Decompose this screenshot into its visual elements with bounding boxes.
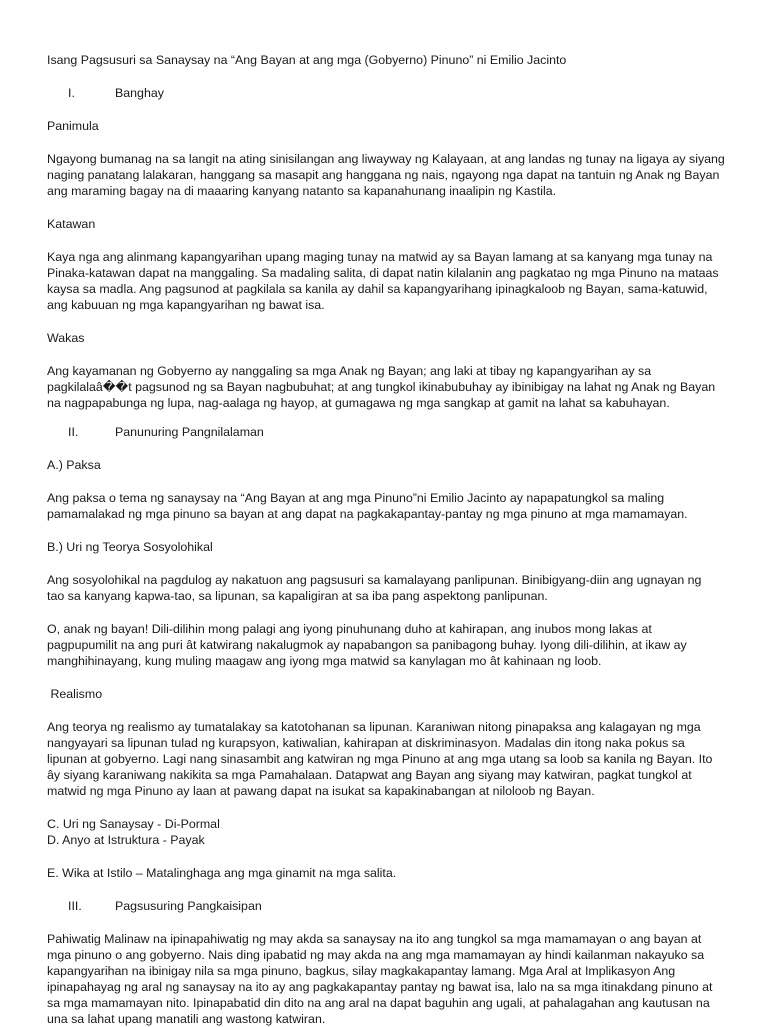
uri-ng-sanaysay: C. Uri ng Sanaysay - Di-Pormal — [47, 817, 220, 831]
section-heading-2 — [47, 424, 737, 440]
pangkaisipan-line: kapangyarihan na ibinigay nila sa mga pinuno, bagkus, silay magkakapantay lamang. Mga Aral at Implikasyon Ang — [47, 964, 676, 978]
teorya-line: Ang sosyolohikal na pagdulog ay nakatuon ang pagsusuri sa kamalayang panlipunan. Binibigyang-diin ang ugnayan ng — [47, 573, 702, 587]
pangkaisipan-line: Pahiwatig Malinaw na ipinapahiwatig ng may akda sa sanaysay na ito ang tungkol sa mga mamamayan o ang bayan at — [47, 932, 702, 946]
panimula-line: ang maraming bagay na di maaaring kanyang natanto sa kapanahunang inaalipin ng Kastila. — [47, 184, 557, 198]
katawan-line: Kaya nga ang alinmang kapangyarihan upang maging tunay na matwid ay sa Bayan lamang at sa kanyang mga tunay na — [47, 250, 713, 264]
wakas-line: na nagpapabunga ng lupa, nag-aalaga ng hayop, at gumagawa ng mga sangkap at gamit na lahat sa kabuhayan. — [47, 396, 670, 410]
quote-line: O, anak ng bayan! Dili-dilihin mong palagi ang iyong pinuhunang duho at kahirapan, ang inubos mong lakas at — [47, 622, 652, 636]
realismo-line: Ang teorya ng realismo ay tumatalakay sa katotohanan sa lipunan. Karaniwan nitong pinapaksa ang kalagayan ng mga — [47, 720, 701, 734]
wakas-line: pagkilalaâ��t pagsunod ng sa Bayan nagbubuhat; at ang tungkol ikinabubuhay ay ibinibigay na lahat ng Anak ng Bayan — [47, 380, 716, 394]
section-title: Pagsusuring Pangkaisipan — [115, 899, 262, 913]
section-number: II. — [68, 425, 79, 439]
section-title: Panunuring Pangnilalaman — [115, 425, 264, 439]
section-number: I. — [68, 86, 75, 100]
katawan-line: kaysa sa madla. Ang pagsunod at pagkilala sa kanila ay dahil sa kapangyarihang ipinagkaloob ng Bayan, sama-katuwid, — [47, 282, 708, 296]
section-number: III. — [68, 899, 82, 913]
pangkaisipan-line: mga pinuno o ang gobyerno. Nais ding ipabatid ng may akda na ang mga mamamayan ay hindi kailanman nakayuko sa — [47, 948, 705, 962]
panimula-line: Ngayong bumanag na sa langit na ating sinisilangan ang liwayway ng Kalayaan, at ang landas ng tunay na ligaya ay siyang — [47, 152, 725, 166]
paksa-line: Ang paksa o tema ng sanaysay na “Ang Bayan at ang mga Pinuno”ni Emilio Jacinto ay napapatungkol sa maling — [47, 491, 665, 505]
panimula-line: naging panatang lalakaran, hanggang sa masapit ang hangganа ng nais, ngayong nga dapat na tantuin ng Anak ng Bayan — [47, 168, 720, 182]
teorya-label: B.) Uri ng Teorya Sosyolohikal — [47, 540, 213, 554]
section-title: Banghay — [115, 86, 164, 100]
realismo-line: matwid ng mga Pinuno ay laan at pawang dapat na isukat sa kapakinabangan at niloloob ng Bayan. — [47, 784, 595, 798]
quote-line: manghihinayang, kung muling maagaw ang iyong mga matwid sa kanylagan mo ât kahinaan ng loob. — [47, 654, 602, 668]
section-heading-1 — [47, 85, 737, 101]
pangkaisipan-line: sa mga mamamayan nito. Ipinapabatid din dito na ang aral na dapat baguhin ang ugali, at pahalagahan ang kautusan na — [47, 996, 710, 1010]
quote-line: pagpupumilit na ang puri ât katwirang nakalugmok ay napabangon sa panibagong buhay. Iyong dili-dilihin, at ikaw ay — [47, 638, 687, 652]
anyo-at-istruktura: D. Anyo at Istruktura - Payak — [47, 833, 205, 847]
document-title: Isang Pagsusuri sa Sanaysay na “Ang Bayan at ang mga (Gobyerno) Pinuno” ni Emilio Jacinto — [47, 53, 567, 67]
wika-at-istilo: E. Wika at Istilo – Matalinghaga ang mga ginamit na mga salita. — [47, 866, 397, 880]
realismo-label: Realismo — [47, 687, 103, 701]
paksa-label: A.) Paksa — [47, 458, 101, 472]
teorya-line: tao sa kanyang kapwa-tao, sa lipunan, sa kapaligiran at sa iba pang aspektong panlipunan. — [47, 589, 548, 603]
realismo-line: ây siyang karaniwang nakikita sa mga Pamahalaan. Datapwat ang Bayan ang siyang may katwiran, pagkat tungkol at — [47, 768, 692, 782]
wakas-label: Wakas — [47, 331, 85, 345]
pangkaisipan-line: una sa lahat upang manatili ang wastong katwiran. — [47, 1012, 326, 1026]
paksa-line: pamamalakad ng mga pinuno sa bayan at ang dapat na pagkakapantay-pantay ng mga pinuno at mga mamamayan. — [47, 507, 688, 521]
section-heading-3 — [47, 898, 737, 914]
katawan-line: Pinaka-katawan dapat na manggaling. Sa madaling salita, di dapat natin kilalanin ang pagkatao ng mga Pinuno na mataas — [47, 266, 719, 280]
realismo-line: lipunan at gobyerno. Lagi nang sinasambit ang katwiran ng mga Pinuno at ang mga utang sa loob sa kanila ng Bayan. Ito — [47, 752, 713, 766]
katawan-line: ang kabuuan ng mga kapangyarihan ng bawat isa. — [47, 298, 325, 312]
pangkaisipan-line: ipinapahayag ng aral ng sanaysay na ito ay ang pagkakapantay pantay ng bawat isa, lalo na sa mga itinakdang pinuno at — [47, 980, 713, 994]
katawan-label: Katawan — [47, 217, 96, 231]
document-page — [47, 52, 737, 1027]
wakas-line: Ang kayamanan ng Gobyerno ay nanggaling sa mga Anak ng Bayan; ang laki at tibay ng kapangyarihan ay sa — [47, 364, 652, 378]
panimula-label: Panimula — [47, 119, 99, 133]
realismo-line: nangyayari sa lipunan tulad ng kurapsyon, katiwalian, kahirapan at diskriminasyon. Madalas din itong naka pokus sa — [47, 736, 685, 750]
